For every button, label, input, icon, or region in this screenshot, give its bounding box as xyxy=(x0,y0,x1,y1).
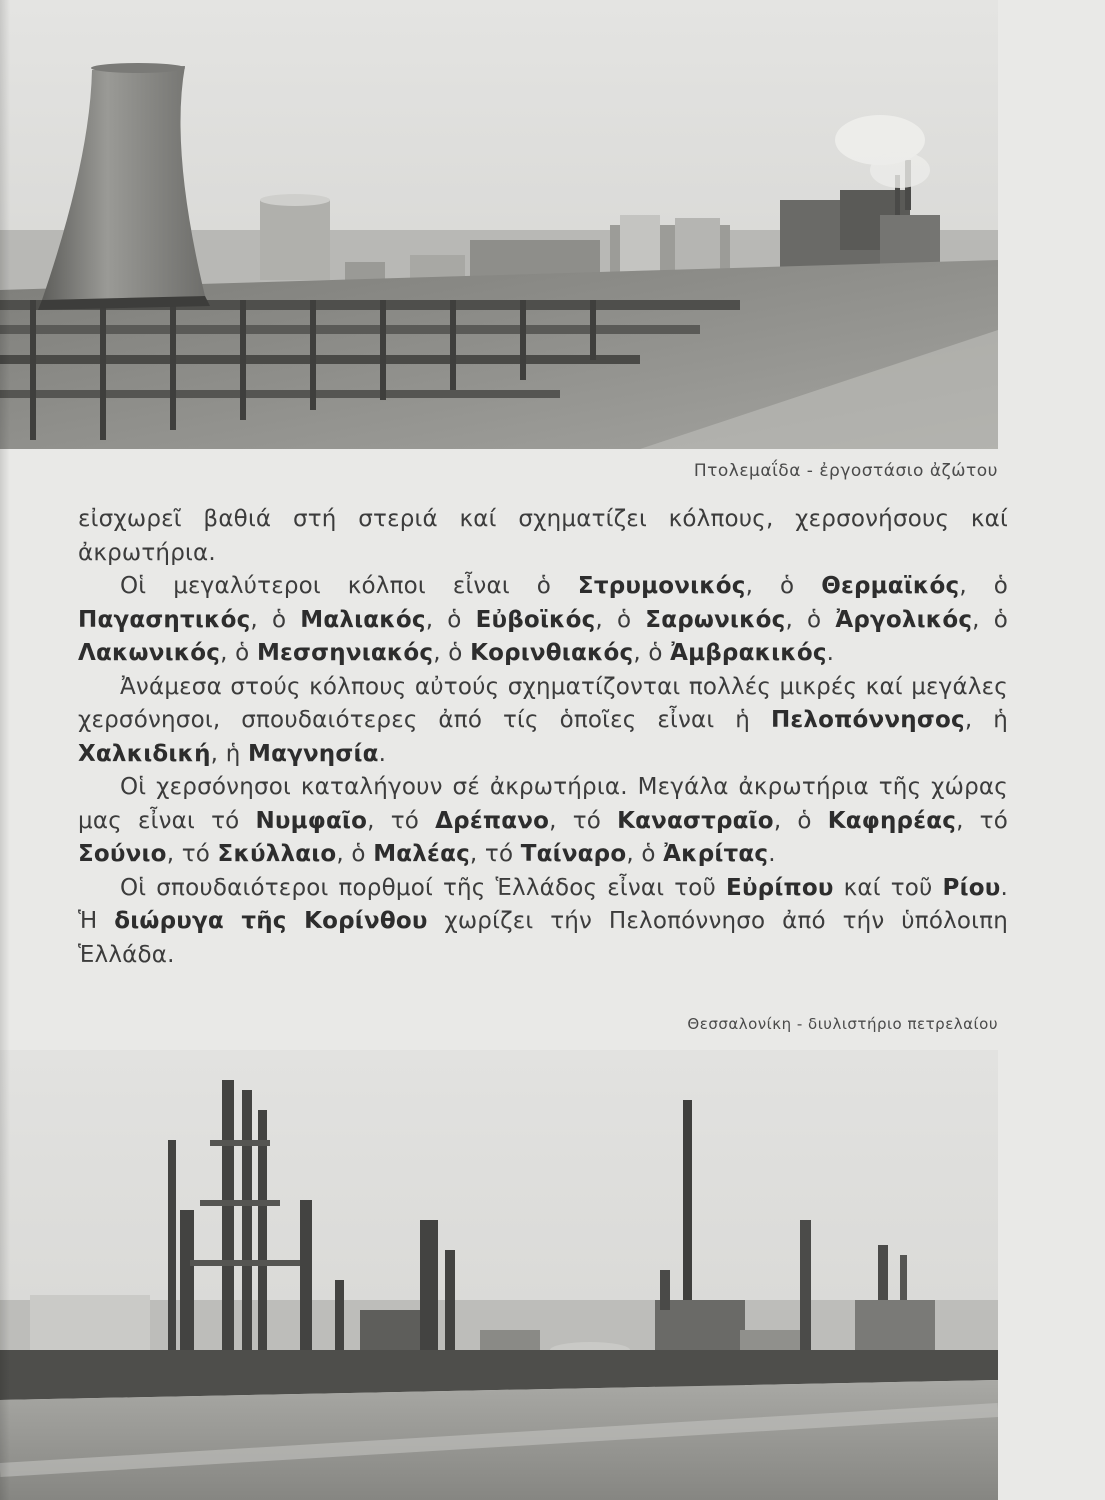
bold-term: Ταίναρο xyxy=(520,841,627,867)
text-run: , ὁ xyxy=(972,606,1008,633)
text-run: Οἱ χερσόνησοι καταλήγουν σέ ἀκρωτήρια. Μεγάλα ἀκρωτήρια τῆς χώρας μας εἶναι τό xyxy=(78,774,1008,834)
text-run: . xyxy=(768,841,776,867)
paragraph xyxy=(78,771,1008,872)
bold-term: Εὐρίπου xyxy=(726,874,834,901)
text-run: , τό xyxy=(549,807,618,834)
text-run: , τό xyxy=(956,807,1008,834)
text-run: , ὁ xyxy=(745,573,822,599)
bold-term: Μαλιακός xyxy=(300,606,426,633)
text-run: , ὁ xyxy=(959,573,1008,599)
bold-term: Καναστραῖο xyxy=(617,807,774,834)
text-run: . Ἡ xyxy=(78,874,1008,934)
bold-term: Μαγνησία xyxy=(247,740,379,767)
text-run: εἰσχωρεῖ βαθιά στή στεριά καί σχηματίζει κόλπους, χερσονήσους καί ἀκρωτήρια. xyxy=(78,506,1008,566)
text-run: καί τοῦ xyxy=(833,874,943,901)
paragraph xyxy=(78,671,1008,772)
text-run: , ὁ xyxy=(220,640,257,666)
bold-term: Ἀμβρακικός xyxy=(670,640,827,666)
factory-photo xyxy=(0,0,998,449)
paragraph xyxy=(78,872,1008,973)
bold-term: διώρυγα τῆς Κορίνθου xyxy=(114,908,428,934)
text-run: , ὁ xyxy=(425,606,476,633)
text-run: χωρίζει τήν Πελοπόννησο ἀπό τήν ὑπόλοιπη Ἑλλάδα. xyxy=(78,908,1008,968)
bold-term: Μαλέας xyxy=(373,841,470,867)
text-run: , ὁ xyxy=(633,640,671,666)
text-run: Οἱ σπουδαιότεροι πορθμοί τῆς Ἑλλάδος εἶναι τοῦ xyxy=(120,874,727,901)
bold-term: Νυμφαῖο xyxy=(255,807,368,834)
bold-term: Παγασητικός xyxy=(78,606,251,633)
text-run: . xyxy=(378,740,387,767)
refinery-photo-image xyxy=(0,1050,998,1500)
photo-caption-bottom: Θεσσαλονίκη - διυλιστήριο πετρελαίου xyxy=(687,1015,998,1033)
text-run: Ἀνάμεσα στούς κόλπους αὐτούς σχηματίζονται πολλές μικρές καί μεγάλες χερσόνησοι, σπουδαιότερες ἀπό τίς ὁποῖες εἶναι ἡ xyxy=(78,673,1008,733)
text-run: , ἡ xyxy=(964,707,1008,733)
text-run: , ὁ xyxy=(250,606,301,633)
photo-caption-top: Πτολεμαΐδα - ἐργοστάσιο ἀζώτου xyxy=(693,461,998,481)
body-text xyxy=(78,503,1008,972)
text-run: , ὁ xyxy=(595,606,646,633)
bold-term: Θερμαϊκός xyxy=(821,573,960,599)
bold-term: Χαλκιδική xyxy=(78,740,211,767)
paragraph xyxy=(78,503,1008,570)
bold-term: Λακωνικός xyxy=(78,640,221,666)
bold-term: Μεσσηνιακός xyxy=(256,640,434,666)
bold-term: Εὐβοϊκός xyxy=(475,606,596,633)
text-run: Οἱ μεγαλύτεροι κόλποι εἶναι ὁ xyxy=(120,573,578,599)
bold-term: Ἀργολικός xyxy=(835,606,973,633)
text-run: , ὁ xyxy=(433,640,471,666)
text-run: , τό xyxy=(166,841,218,867)
bold-term: Στρυμονικός xyxy=(577,573,746,599)
bold-term: Καφηρέας xyxy=(827,807,957,834)
text-run: . xyxy=(826,640,835,666)
text-run: , τό xyxy=(469,841,521,867)
text-run: , ὁ xyxy=(773,807,828,834)
text-run: , ὁ xyxy=(626,841,664,867)
bold-term: Ρίου xyxy=(942,874,1001,901)
refinery-photo xyxy=(0,1050,998,1500)
text-run: , ἡ xyxy=(210,740,248,767)
text-run: , ὁ xyxy=(785,606,836,633)
text-run: , ὁ xyxy=(336,841,374,867)
bold-term: Σκύλλαιο xyxy=(217,841,337,867)
factory-photo-image xyxy=(0,0,998,449)
text-run: , τό xyxy=(367,807,436,834)
bold-term: Δρέπανο xyxy=(435,807,550,834)
bold-term: Ἀκρίτας xyxy=(663,841,769,867)
bold-term: Κορινθιακός xyxy=(470,640,634,666)
bold-term: Σαρωνικός xyxy=(645,606,786,633)
bold-term: Πελοπόννησος xyxy=(770,707,965,733)
paragraph xyxy=(78,570,1008,671)
bold-term: Σούνιο xyxy=(78,841,167,867)
page-edge-shadow xyxy=(0,0,10,1500)
